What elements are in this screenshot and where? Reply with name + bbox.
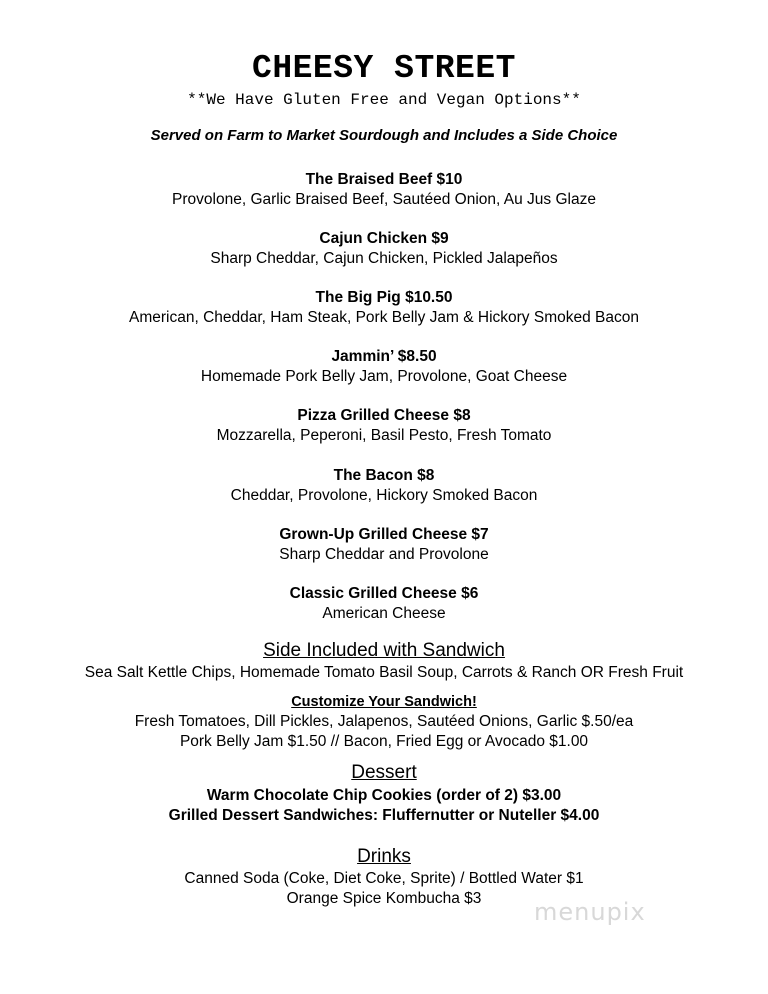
served-note: Served on Farm to Market Sourdough and Includes a Side Choice [150,127,618,144]
item-name: Classic Grilled Cheese $6 [289,585,479,602]
drinks-heading: Drinks [357,846,411,867]
customize-heading: Customize Your Sandwich! [291,694,477,710]
customize-line-1: Fresh Tomatoes, Dill Pickles, Jalapenos, Sautéed Onions, Garlic $.50/ea [134,713,634,730]
item-name: Pizza Grilled Cheese $8 [297,407,471,424]
menu-item-braised-beef [0,170,768,210]
item-description: Mozzarella, Peperoni, Basil Pesto, Fresh Tomato [216,427,552,444]
item-name: Jammin’ $8.50 [331,348,437,365]
menu-item-cajun-chicken [0,229,768,269]
item-description: Provolone, Garlic Braised Beef, Sautéed Onion, Au Jus Glaze [172,191,596,208]
menu-item-bacon [0,466,768,506]
menu-item-jammin [0,347,768,387]
drinks-line-1: Canned Soda (Coke, Diet Coke, Sprite) / Bottled Water $1 [184,870,584,887]
dessert-line-2: Grilled Dessert Sandwiches: Fluffernutter or Nuteller $4.00 [168,807,600,824]
side-options: Sea Salt Kettle Chips, Homemade Tomato Basil Soup, Carrots & Ranch OR Fresh Fruit [84,664,684,681]
item-name: Cajun Chicken $9 [319,230,449,247]
drinks-line-2: Orange Spice Kombucha $3 [286,890,482,907]
item-name: The Big Pig $10.50 [315,289,453,306]
menu-item-classic-grilled-cheese [0,584,768,624]
side-heading: Side Included with Sandwich [263,640,505,661]
item-description: Cheddar, Provolone, Hickory Smoked Bacon [230,487,538,504]
item-description: Sharp Cheddar, Cajun Chicken, Pickled Jalapeños [210,250,558,267]
item-name: The Bacon $8 [333,467,435,484]
item-name: Grown-Up Grilled Cheese $7 [279,526,489,543]
item-name: The Braised Beef $10 [305,171,463,188]
dessert-line-1: Warm Chocolate Chip Cookies (order of 2) $3.00 [206,787,562,804]
menu-item-pizza-grilled-cheese [0,406,768,446]
dessert-heading: Dessert [351,762,417,783]
item-description: Sharp Cheddar and Provolone [279,546,489,563]
item-description: American Cheese [322,605,446,622]
dietary-tagline: **We Have Gluten Free and Vegan Options** [187,91,581,109]
restaurant-title: CHEESY STREET [252,50,516,87]
menu-item-big-pig [0,288,768,328]
item-description: Homemade Pork Belly Jam, Provolone, Goat Cheese [200,368,568,385]
item-description: American, Cheddar, Ham Steak, Pork Belly Jam & Hickory Smoked Bacon [129,309,639,326]
customize-line-2: Pork Belly Jam $1.50 // Bacon, Fried Egg or Avocado $1.00 [179,733,589,750]
menu-item-grown-up-grilled-cheese [0,525,768,565]
menupix-watermark: menupix [534,898,646,926]
